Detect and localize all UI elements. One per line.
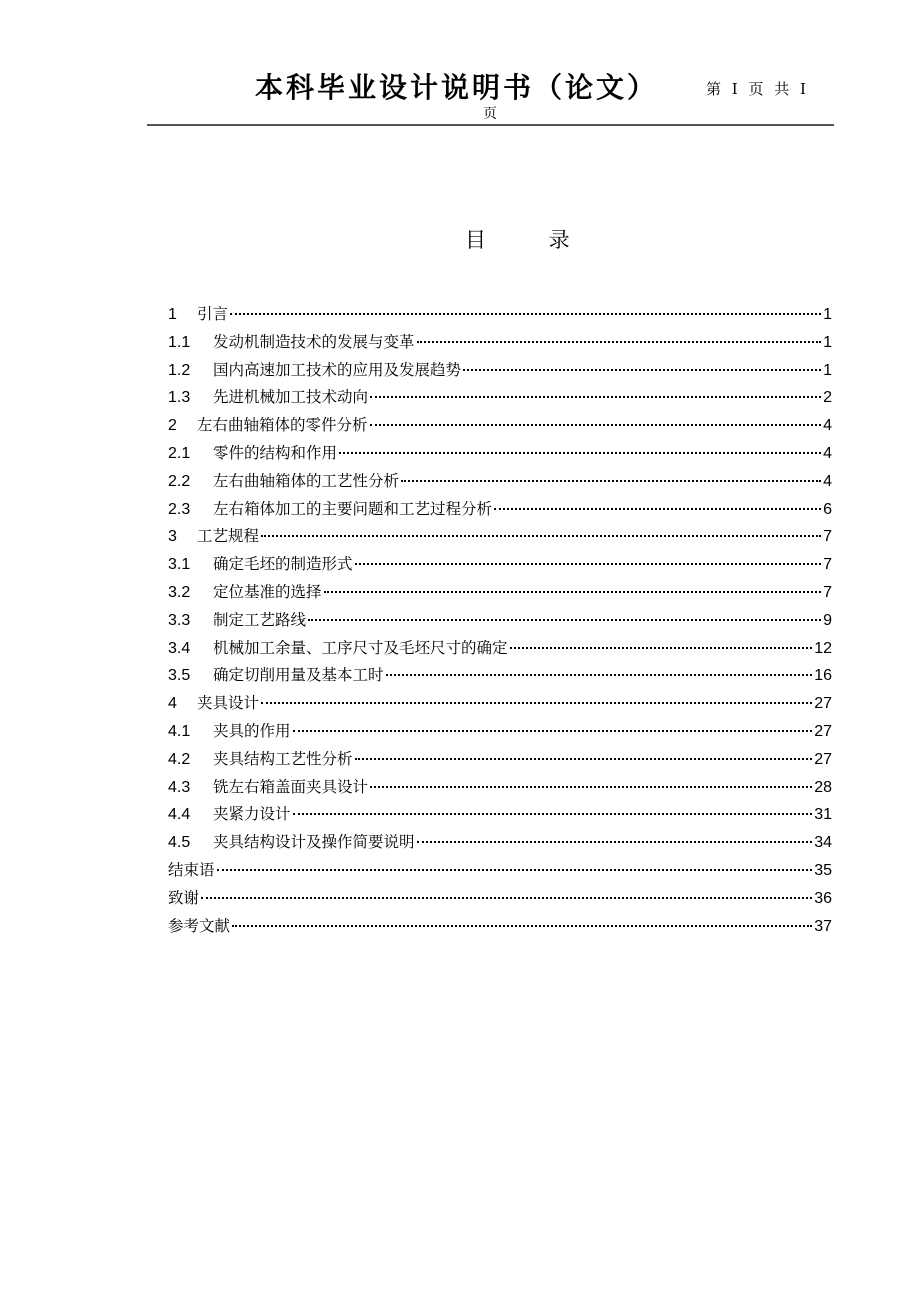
toc-dot-leader xyxy=(324,591,822,593)
toc-entry-page: 16 xyxy=(814,667,832,685)
toc-entry-label: 结束语 xyxy=(168,860,215,879)
toc-entry[interactable] xyxy=(168,608,832,636)
toc-entry-page: 27 xyxy=(814,695,832,713)
toc-entry-page: 1 xyxy=(823,361,832,379)
toc-dot-leader xyxy=(417,841,813,843)
toc-entry-label: 制定工艺路线 xyxy=(213,610,307,629)
toc-entry-page: 6 xyxy=(823,500,832,518)
toc-entry[interactable] xyxy=(168,636,832,664)
toc-entry-number: 3.1 xyxy=(168,556,191,574)
toc-entry-label: 定位基准的选择 xyxy=(213,582,322,601)
toc-entry-number: 3.3 xyxy=(168,611,191,629)
toc-entry-number: 3 xyxy=(168,528,177,546)
toc-entry-page: 4 xyxy=(823,444,832,462)
toc-entry[interactable] xyxy=(168,663,832,691)
table-of-contents xyxy=(168,302,832,941)
toc-entry[interactable] xyxy=(168,719,832,747)
page-info-wrap: 页 xyxy=(483,106,497,122)
toc-entry[interactable] xyxy=(168,886,832,914)
toc-dot-leader xyxy=(261,535,821,537)
toc-entry[interactable] xyxy=(168,441,832,469)
header-rule xyxy=(147,124,834,126)
toc-entry-page: 1 xyxy=(823,306,832,323)
toc-entry-label: 夹具设计 xyxy=(197,694,260,713)
toc-entry[interactable] xyxy=(168,302,832,330)
toc-entry-page: 4 xyxy=(823,417,832,435)
toc-entry[interactable] xyxy=(168,524,832,552)
toc-entry-label: 机械加工余量、工序尺寸及毛坯尺寸的确定 xyxy=(213,638,508,657)
toc-entry-page: 37 xyxy=(814,917,832,935)
toc-dot-leader xyxy=(355,563,822,565)
toc-entry[interactable] xyxy=(168,580,832,608)
toc-entry-page: 28 xyxy=(814,778,832,796)
toc-entry[interactable] xyxy=(168,747,832,775)
toc-entry-label: 夹具结构工艺性分析 xyxy=(213,749,353,768)
toc-entry-page: 36 xyxy=(814,889,832,907)
toc-entry[interactable] xyxy=(168,358,832,386)
toc-entry-number: 4.4 xyxy=(168,806,191,824)
toc-dot-leader xyxy=(308,619,821,621)
toc-entry-number: 3.2 xyxy=(168,583,191,601)
toc-entry[interactable] xyxy=(168,413,832,441)
toc-dot-leader xyxy=(417,341,822,343)
toc-entry-page: 7 xyxy=(823,556,832,574)
page-info: 第 I 页 共 I xyxy=(706,80,806,98)
toc-dot-leader xyxy=(261,702,812,704)
toc-entry-page: 12 xyxy=(814,639,832,657)
toc-entry-label: 国内高速加工技术的应用及发展趋势 xyxy=(213,360,462,379)
toc-entry-number: 2.1 xyxy=(168,444,191,462)
toc-dot-leader xyxy=(401,480,821,482)
toc-entry[interactable] xyxy=(168,802,832,830)
toc-entry-number: 2.3 xyxy=(168,500,191,518)
toc-entry-page: 4 xyxy=(823,472,832,490)
toc-dot-leader xyxy=(463,369,821,371)
toc-entry-label: 铣左右箱盖面夹具设计 xyxy=(213,777,369,796)
toc-entry[interactable] xyxy=(168,858,832,886)
toc-entry-label: 夹具结构设计及操作简要说明 xyxy=(213,833,415,852)
toc-entry[interactable] xyxy=(168,330,832,358)
toc-entry-label: 确定毛坯的制造形式 xyxy=(213,555,353,574)
toc-dot-leader xyxy=(201,897,812,899)
toc-entry-page: 31 xyxy=(814,806,832,824)
toc-entry-number: 4.1 xyxy=(168,722,191,740)
toc-entry-number: 1.3 xyxy=(168,389,191,407)
toc-title: 目 录 xyxy=(465,228,598,252)
toc-dot-leader xyxy=(293,813,813,815)
toc-dot-leader xyxy=(510,647,813,649)
toc-entry[interactable] xyxy=(168,830,832,858)
toc-entry-label: 引言 xyxy=(197,305,229,323)
toc-entry-label: 参考文献 xyxy=(168,916,231,935)
toc-entry[interactable] xyxy=(168,469,832,497)
toc-entry-page: 7 xyxy=(823,583,832,601)
toc-entry-number: 4.2 xyxy=(168,750,191,768)
toc-entry-page: 7 xyxy=(823,528,832,546)
toc-entry-number: 3.4 xyxy=(168,639,191,657)
toc-entry-page: 2 xyxy=(823,389,832,407)
toc-entry-label: 夹紧力设计 xyxy=(213,805,291,824)
toc-entry[interactable] xyxy=(168,691,832,719)
toc-entry[interactable] xyxy=(168,497,832,525)
toc-entry-number: 4 xyxy=(168,695,177,713)
toc-entry-label: 左右箱体加工的主要问题和工艺过程分析 xyxy=(213,499,493,518)
document-title: 本科毕业设计说明书（论文） xyxy=(255,71,659,104)
toc-entry-number: 2.2 xyxy=(168,472,191,490)
toc-entry-number: 2 xyxy=(168,417,177,435)
toc-dot-leader xyxy=(370,396,821,398)
toc-entry-page: 34 xyxy=(814,834,832,852)
toc-dot-leader xyxy=(494,508,821,510)
toc-dot-leader xyxy=(230,313,821,315)
toc-entry-label: 致谢 xyxy=(168,888,200,907)
toc-entry-page: 27 xyxy=(814,722,832,740)
toc-entry-page: 9 xyxy=(823,611,832,629)
toc-dot-leader xyxy=(370,786,812,788)
toc-entry-label: 发动机制造技术的发展与变革 xyxy=(213,332,415,351)
toc-dot-leader xyxy=(339,452,821,454)
toc-entry[interactable] xyxy=(168,914,832,942)
toc-entry-number: 1.1 xyxy=(168,333,191,351)
toc-dot-leader xyxy=(386,674,813,676)
toc-entry-page: 1 xyxy=(823,333,832,351)
toc-entry-label: 零件的结构和作用 xyxy=(213,443,338,462)
toc-dot-leader xyxy=(355,758,813,760)
toc-entry-number: 1.2 xyxy=(168,361,191,379)
toc-entry-label: 工艺规程 xyxy=(197,527,260,546)
toc-entry-number: 4.3 xyxy=(168,778,191,796)
toc-dot-leader xyxy=(217,869,813,871)
toc-entry-label: 先进机械加工技术动向 xyxy=(213,388,369,407)
toc-entry-label: 左右曲轴箱体的工艺性分析 xyxy=(213,471,400,490)
toc-entry-number: 4.5 xyxy=(168,834,191,852)
toc-entry-label: 左右曲轴箱体的零件分析 xyxy=(197,416,368,435)
toc-entry-number: 3.5 xyxy=(168,667,191,685)
toc-dot-leader xyxy=(232,925,812,927)
toc-entry-page: 27 xyxy=(814,750,832,768)
toc-entry-page: 35 xyxy=(814,861,832,879)
toc-dot-leader xyxy=(370,424,822,426)
toc-entry-number: 1 xyxy=(168,306,177,323)
toc-entry[interactable] xyxy=(168,552,832,580)
toc-entry-label: 夹具的作用 xyxy=(213,721,291,740)
toc-entry-label: 确定切削用量及基本工时 xyxy=(213,666,384,685)
toc-entry[interactable] xyxy=(168,775,832,803)
toc-dot-leader xyxy=(293,730,813,732)
toc-entry[interactable] xyxy=(168,385,832,413)
